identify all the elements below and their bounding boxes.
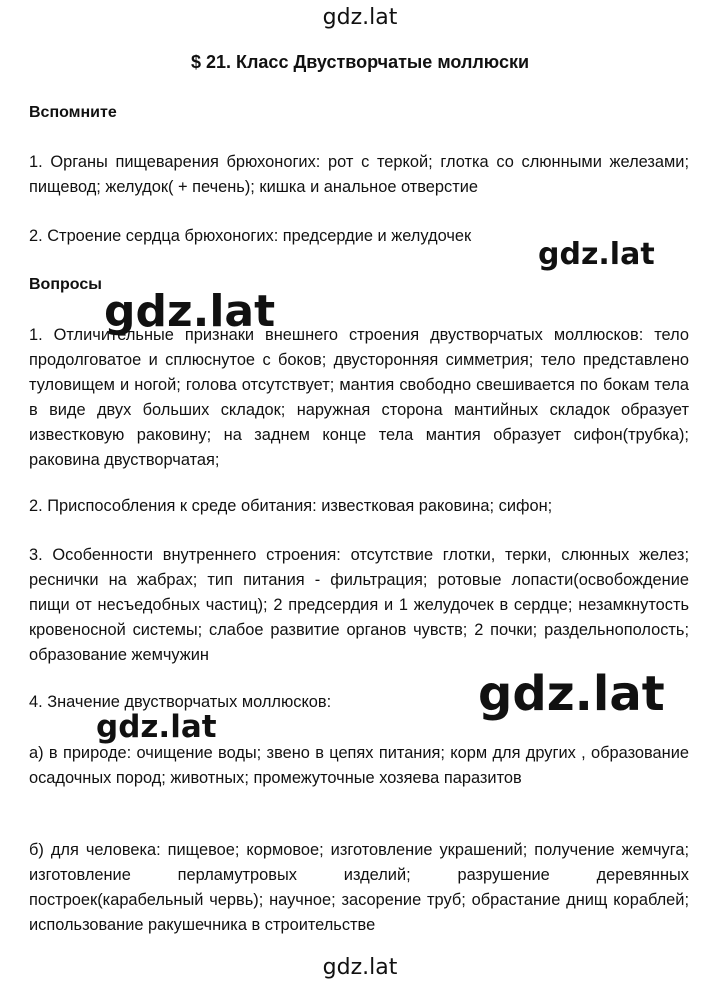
question-2: 2. Приспособления к среде обитания: известковая раковина; сифон; xyxy=(29,497,553,515)
remember-heading: Вспомните xyxy=(29,104,117,121)
footer-watermark: gdz.lat xyxy=(322,955,398,980)
questions-heading: Вопросы xyxy=(29,276,102,293)
question-4a: а) в природе: очищение воды; звено в цепях питания; корм для других , образование осадочных пород; животных; промежуточные хозяева паразитов xyxy=(29,744,689,787)
question-3: 3. Особенности внутреннего строения: отсутствие глотки, терки, слюнных желез; реснички на жабрах; тип питания - фильтрация; ротовые лопасти(освобождение пищи от несъедобных частиц); 2 предсердия и 1 желудочек в сердце; незамкнутость кровеносной системы; слабое развитие органов чувств; 2 почки; раздельнополость; образование жемчужин xyxy=(29,546,689,664)
watermark-overlay: gdz.lat xyxy=(478,666,665,722)
remember-item-2: 2. Строение сердца брюхоногих: предсердие и желудочек xyxy=(29,227,472,245)
header-watermark: gdz.lat xyxy=(322,5,398,30)
watermark-overlay: gdz.lat xyxy=(104,286,276,337)
watermark-overlay: gdz.lat xyxy=(538,237,655,272)
question-4b: б) для человека: пищевое; кормовое; изготовление украшений; получение жемчуга; изготовление перламутровых изделий; разрушение деревянных построек(карабельный червь); научное; засорение труб; обрастание днищ кораблей; использование ракушечника в строительстве xyxy=(29,841,689,934)
page-title: $ 21. Класс Двустворчатые моллюски xyxy=(190,52,530,72)
question-4: 4. Значение двустворчатых моллюсков: xyxy=(29,693,332,711)
watermark-overlay: gdz.lat xyxy=(96,709,217,745)
question-1: 1. Отличительные признаки внешнего строения двустворчатых моллюсков: тело продолговатое и сплюснутое с боков; двусторонняя симметрия; тело представлено туловищем и ногой; голова отсутствует; мантия свободно свешивается по бокам тела в виде двух больших складок; наружная сторона мантийных складок образует известковую раковину; на заднем конце тела мантия образует сифон(трубка); раковина двустворчатая; xyxy=(29,326,689,469)
remember-item-1: 1. Органы пищеварения брюхоногих: рот с теркой; глотка со слюнными железами; пищевод; желудок( + печень); кишка и анальное отверстие xyxy=(29,153,689,196)
